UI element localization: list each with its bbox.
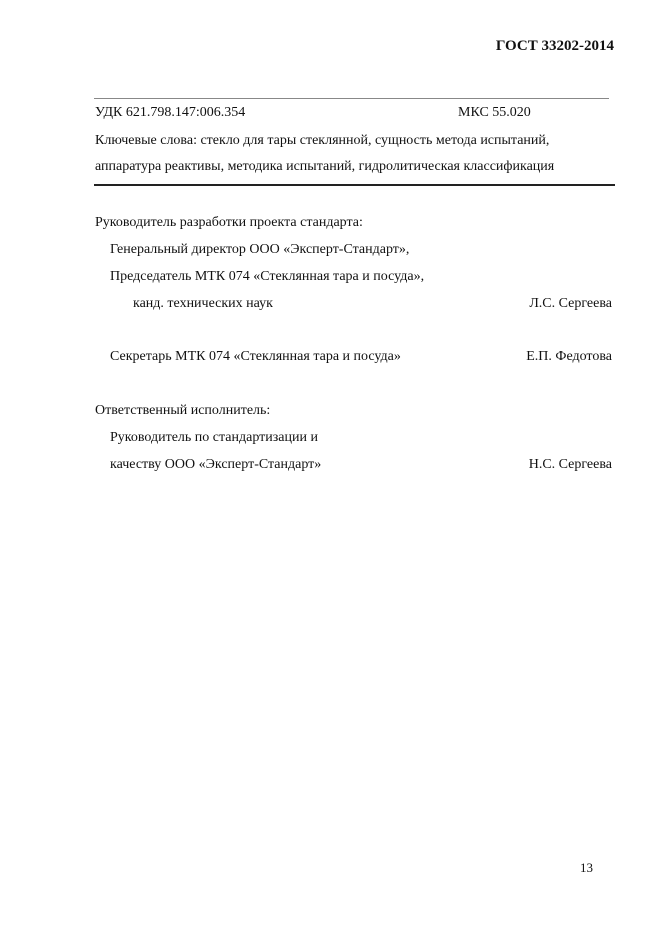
- page-number: 13: [580, 860, 593, 875]
- udk-code: УДК 621.798.147:006.354: [95, 105, 246, 120]
- executor-position-1: Руководитель по стандартизации и: [110, 430, 318, 445]
- developer-position-2: Председатель МТК 074 «Стеклянная тара и посуда»,: [110, 269, 425, 284]
- developers-heading: Руководитель разработки проекта стандарта:: [95, 215, 363, 230]
- executor-position-2: качеству ООО «Эксперт-Стандарт»: [110, 457, 322, 472]
- secretary-name: Е.П. Федотова: [526, 349, 612, 364]
- mks-code: МКС 55.020: [458, 105, 531, 120]
- keywords-line-2: аппаратура реактивы, методика испытаний, гидролитическая классификация: [95, 159, 555, 174]
- top-divider: [94, 98, 609, 99]
- document-code: ГОСТ 33202-2014: [495, 38, 614, 54]
- developer-degree: канд. технических наук: [133, 296, 273, 311]
- executor-heading: Ответственный исполнитель:: [95, 403, 271, 418]
- developer-position-1: Генеральный директор ООО «Эксперт-Стандарт»,: [110, 242, 410, 257]
- bottom-divider: [94, 184, 615, 186]
- keywords-line-1: Ключевые слова: стекло для тары стеклянной, сущность метода испытаний,: [95, 133, 550, 148]
- secretary-title: Секретарь МТК 074 «Стеклянная тара и посуда»: [110, 349, 401, 364]
- developer-name: Л.С. Сергеева: [529, 296, 612, 311]
- executor-name: Н.С. Сергеева: [528, 457, 612, 472]
